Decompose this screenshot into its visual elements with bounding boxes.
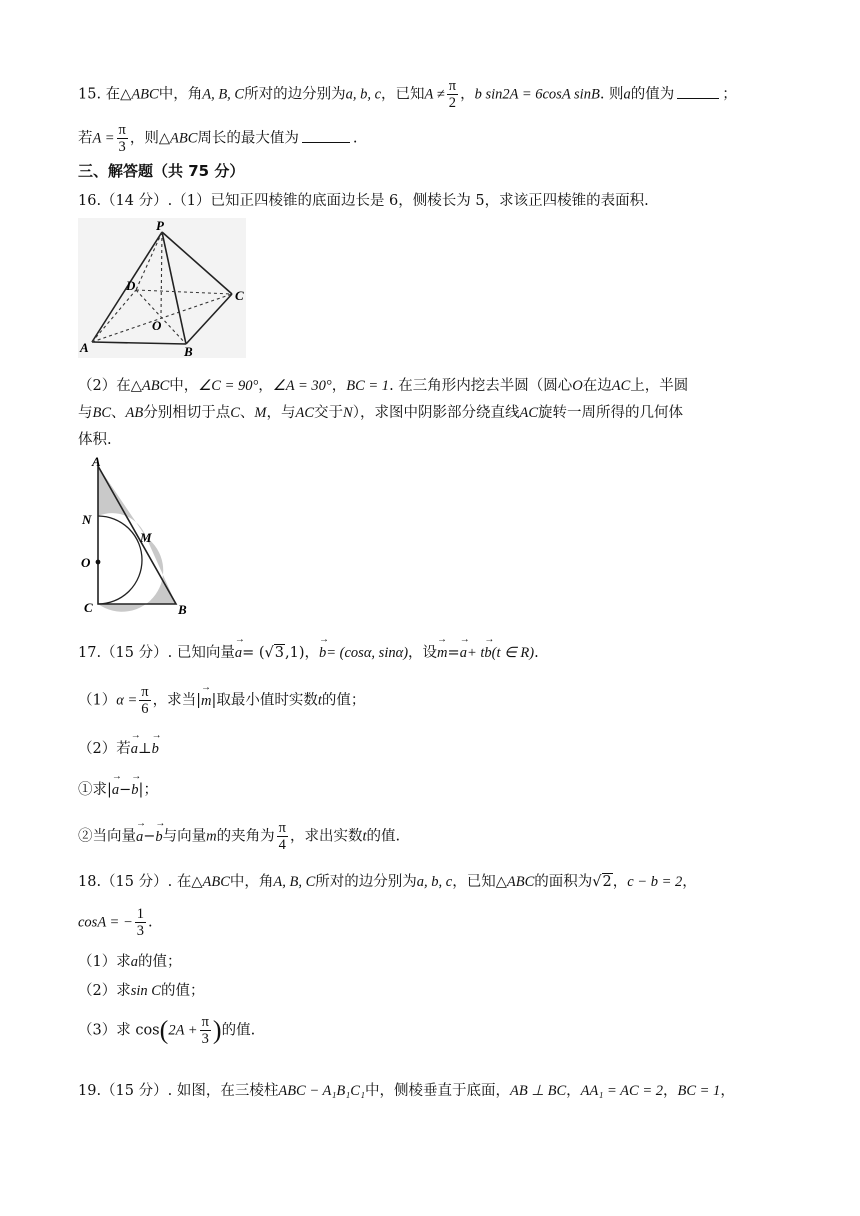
text: ，: [612, 874, 628, 890]
text: .: [148, 914, 153, 931]
text: 所对的边分别为: [315, 874, 417, 890]
text: 的面积为: [534, 874, 593, 890]
text: ②当向量: [78, 828, 136, 845]
q15-cond1: A ≠: [424, 86, 445, 103]
q15-var-a: a: [623, 86, 631, 103]
q15-answer-blank-2[interactable]: [302, 130, 350, 143]
text: （1）: [78, 692, 117, 709]
q18-line1: 18.（15 分）. 在△ABC中，角A, B, C所对的边分别为a, b, c，已知△ABC的面积为√2，c − b = 2，: [78, 874, 697, 890]
var-ac: AC: [519, 405, 538, 421]
text: 中，角: [229, 874, 274, 890]
text: (t ∈ R): [491, 645, 535, 661]
q16-part2-line2: [78, 401, 683, 422]
q15-text: 中，角: [158, 86, 203, 103]
q15-answer-blank-1[interactable]: [677, 86, 719, 99]
minus: −: [143, 828, 156, 845]
q17-sub2: [78, 820, 400, 853]
q15-triangle: ABC: [170, 130, 198, 147]
text: 18.（15 分）. 在△: [78, 874, 203, 890]
label-o: O: [152, 318, 162, 333]
text: （2）求: [78, 983, 131, 999]
label-m: M: [140, 530, 152, 545]
text: （3）求 cos: [78, 1022, 160, 1039]
label-o: O: [81, 555, 91, 570]
frac-den: 3: [201, 1031, 209, 1047]
text: 与: [78, 405, 93, 421]
text: 的夹角为: [216, 828, 275, 845]
angle-a: ∠A = 30°: [272, 378, 332, 394]
minus: −: [119, 782, 132, 798]
vector-m: → m: [201, 693, 211, 710]
center-point-o: [96, 560, 101, 565]
text: ，: [720, 1083, 735, 1099]
text: 在边: [582, 378, 612, 394]
frac-pi-3: [200, 1014, 211, 1047]
text: （2）若: [78, 741, 131, 757]
frac-den: 4: [278, 837, 286, 853]
text: 旋转一周所得的几何体: [538, 405, 683, 421]
text: 中，: [169, 378, 199, 394]
sqrt2: 2: [602, 874, 612, 890]
q19-line1: [78, 1079, 735, 1100]
var-ac: AC: [611, 378, 631, 394]
q18-part2: [78, 979, 204, 1000]
frac-den: 3: [136, 923, 144, 939]
text: 交于: [314, 405, 344, 421]
text: ；: [143, 782, 158, 798]
label-a: A: [92, 454, 101, 469]
text: ，求出实数: [289, 828, 363, 845]
frac-den: 3: [118, 139, 126, 155]
eq2: BC = 1: [677, 1083, 721, 1099]
q15-frac-pi-3: [117, 122, 128, 155]
triangle-semicircle-figure: [78, 452, 198, 620]
q15-line2: [78, 122, 358, 155]
eq1: AA₁ = AC = 2: [580, 1083, 663, 1099]
text: 的值；: [321, 692, 366, 709]
angle-c: ∠C = 90°: [198, 378, 259, 394]
label-n: N: [82, 512, 92, 527]
section-heading: 三、解答题（共 75 分）: [78, 162, 245, 180]
frac-num: π: [118, 122, 126, 138]
sides: a, b, c: [416, 874, 453, 890]
text: 17.（15 分）. 已知向量: [78, 645, 235, 661]
text: ），求图中阴影部分绕直线: [352, 405, 520, 421]
q15-text: ；: [722, 86, 737, 103]
frac-num: π: [448, 78, 457, 94]
frac-den: 6: [141, 701, 149, 717]
text: ，: [682, 874, 697, 890]
frac-num: π: [141, 684, 149, 700]
text: ，: [662, 1083, 678, 1099]
q15-text: 所对的边分别为: [244, 86, 346, 103]
text: ，: [566, 1083, 581, 1099]
text: 的值；: [160, 983, 205, 999]
label-p: P: [156, 218, 164, 233]
text: . 在三角形内挖去半圆（圆心: [389, 378, 573, 394]
shaded-region-bottom: [98, 537, 176, 612]
text: 分别相切于点: [143, 405, 231, 421]
q15-text: .: [352, 130, 358, 147]
pyramid-figure: [78, 218, 246, 358]
q16-part1: 16.（14 分）.（1）已知正四棱锥的底面边长是 6，侧棱长为 5，求该正四棱锥的表面积.: [78, 193, 649, 209]
frac-num: π: [278, 820, 286, 836]
triangle-outline: [98, 466, 176, 604]
eq-b: = (cosα, sinα): [326, 645, 409, 661]
text: 的值；: [137, 954, 182, 970]
cos-a: cosA = −: [78, 914, 133, 931]
q15-sides: a, b, c: [345, 86, 382, 103]
q15-text: 15. 在△: [78, 86, 132, 103]
side-bc: BC = 1: [346, 378, 390, 394]
q15-lhs: A =: [92, 130, 115, 147]
q18-part3: （3）求 cos(2A + $\frac{\pi}{3}$ )的值.: [78, 1014, 256, 1047]
q16-part2-line3: 体积.: [78, 432, 112, 448]
q15-text: . 则: [599, 86, 624, 103]
frac-den: 2: [448, 95, 457, 111]
triangle: ABC: [506, 874, 535, 890]
text: + t: [466, 645, 485, 661]
text: 的值.: [221, 1022, 256, 1039]
text: 19.（15 分）. 如图，在三棱柱: [78, 1083, 279, 1099]
prism: ABC − A₁B₁C₁: [278, 1083, 366, 1099]
text: ①求: [78, 782, 107, 798]
frac-num: 1: [136, 906, 144, 922]
var-t: t: [362, 828, 367, 845]
q17-sub1: ①求|→ a−→ b|；: [78, 778, 158, 799]
var-c: C: [230, 405, 240, 421]
q15-line1: [78, 78, 737, 111]
var-bc: BC: [92, 405, 112, 421]
var-ab: AB: [125, 405, 144, 421]
q17-part2: [78, 737, 159, 758]
text: （2）在△: [78, 378, 142, 394]
vector-b: → b: [484, 645, 491, 662]
frac-pi-6: [139, 684, 150, 717]
inner: 2A +: [168, 1022, 198, 1039]
sep: ，: [304, 645, 319, 661]
var-o: O: [572, 378, 583, 394]
q17-part1: （1）α = $\frac{\pi}{6}$ ，求当|→ m|取最小值时实数t的值；: [78, 684, 365, 717]
frac-num: π: [201, 1014, 209, 1030]
text: = (: [242, 645, 265, 661]
text: 取最小值时实数: [216, 692, 318, 709]
sin-c: sin C: [130, 983, 161, 999]
var-ac: AC: [295, 405, 315, 421]
var-n: N: [343, 405, 353, 421]
q15-text: ，已知: [381, 86, 425, 103]
text: 中，侧棱垂直于底面，: [365, 1083, 511, 1099]
vector-b: → b: [319, 645, 326, 662]
text: 、: [239, 405, 255, 421]
vector-b: → b: [152, 741, 159, 758]
text: 的值.: [366, 828, 401, 845]
var-m: M: [254, 405, 267, 421]
q15-frac-pi-2: [447, 78, 458, 111]
q18-part1: [78, 950, 181, 971]
text: ，设: [408, 645, 438, 661]
angles: A, B, C: [273, 874, 316, 890]
text: 与向量: [162, 828, 207, 845]
vector-b: → b: [131, 782, 138, 799]
text: 上，半圆: [630, 378, 689, 394]
perp: AB ⊥ BC: [510, 1083, 567, 1099]
label-c: C: [84, 600, 93, 615]
frac-pi-4: [277, 820, 288, 853]
q15-text: ，则△: [129, 130, 170, 147]
text: 、: [111, 405, 126, 421]
text: （1）求: [78, 954, 131, 970]
var-a: a: [130, 954, 138, 970]
q15-angles: A, B, C: [202, 86, 245, 103]
triangle: ABC: [202, 874, 230, 890]
text: ，求当: [152, 692, 197, 709]
vector-m: → m: [437, 645, 447, 662]
frac-1-3: [135, 906, 146, 939]
q15-cond2: b sin2A = 6cosA sinB: [474, 86, 600, 103]
alpha: α =: [116, 692, 138, 709]
q15-triangle: ABC: [131, 86, 159, 103]
vector-a: → a: [235, 645, 242, 662]
label-b: B: [184, 344, 193, 358]
vector-a: → a: [460, 645, 467, 662]
vector-a: → a: [136, 829, 143, 846]
vector-b: → b: [155, 829, 162, 846]
q18-line2: [78, 906, 153, 939]
triangle: ABC: [141, 378, 170, 394]
label-a: A: [80, 340, 89, 355]
text: ,1): [285, 645, 305, 661]
text: =: [447, 645, 460, 661]
label-c: C: [235, 288, 244, 303]
label-b: B: [178, 602, 187, 617]
q15-text: 的值为: [630, 86, 675, 103]
label-d: D: [126, 278, 136, 293]
var-m: m: [206, 828, 217, 845]
perp: ⊥: [137, 741, 152, 757]
text: ，与: [266, 405, 296, 421]
q15-text: 若: [78, 130, 93, 147]
semicircle-arc: [98, 516, 142, 604]
shaded-region-top: [98, 466, 146, 537]
vector-a: → a: [131, 741, 138, 758]
text: ，已知△: [452, 874, 507, 890]
var-t: t: [317, 692, 322, 709]
text: .: [534, 645, 539, 661]
sqrt3: 3: [274, 645, 284, 661]
q16-part2-line1: （2）在△ABC中，∠C = 90°，∠A = 30°，BC = 1. 在三角形内挖去半圆（圆心O在边AC上，半圆: [78, 378, 689, 394]
q17-line1: 17.（15 分）. 已知向量→ a= (√3,1)，→ b= (cosα, sinα)，设→ m=→ a+ t→ b(t ∈ R).: [78, 641, 539, 662]
q15-text: 周长的最大值为: [197, 130, 299, 147]
eq-cb: c − b = 2: [627, 874, 683, 890]
sep: ，: [460, 86, 475, 103]
vector-a: → a: [112, 782, 119, 799]
